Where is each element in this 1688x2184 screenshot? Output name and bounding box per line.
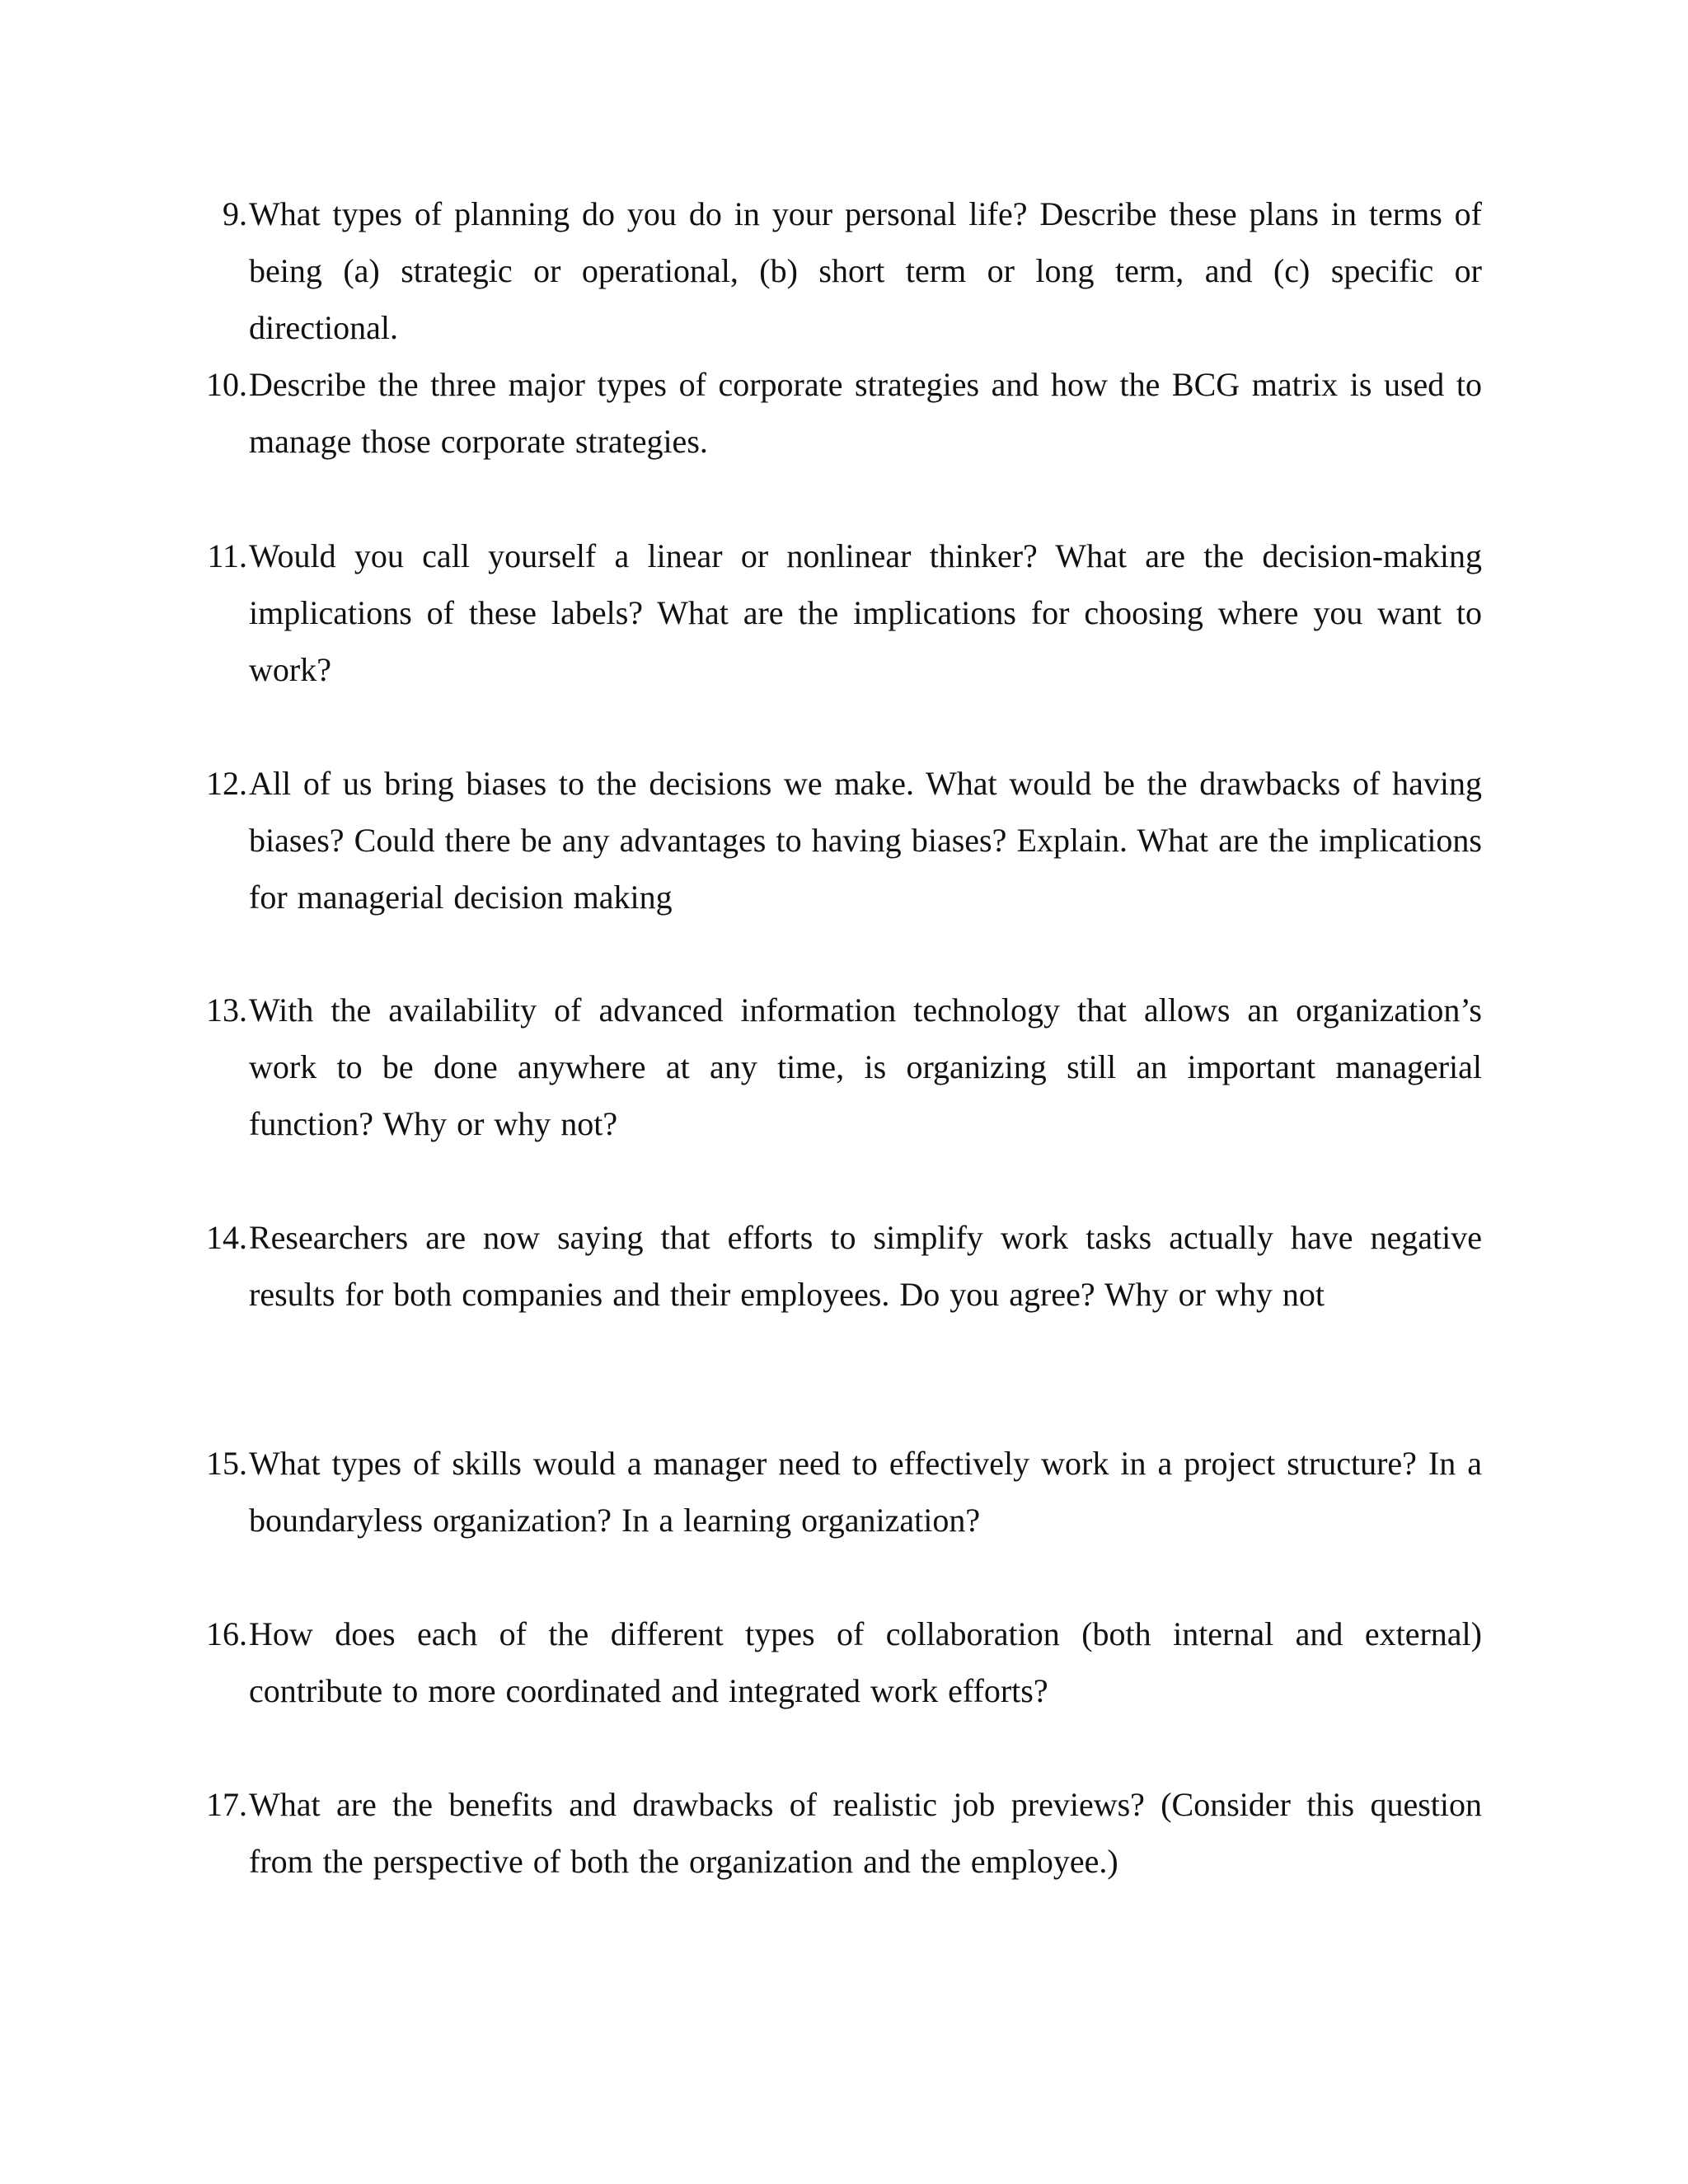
question-14: [190, 1209, 1482, 1323]
question-text: What types of planning do you do in your personal life? Describe these plans in terms of being (a) strategic or operational, (b) short term or long term, and (c) specific or directional.: [249, 195, 1482, 346]
question-number: 14.: [206, 1219, 247, 1256]
question-17: [190, 1776, 1482, 1890]
question-number: 10.: [206, 366, 247, 403]
question-text: Would you call yourself a linear or nonlinear thinker? What are the decision-making implications of these labels? What are the implications for choosing where you want to work?: [249, 537, 1482, 688]
question-number: 17.: [206, 1786, 247, 1823]
question-15: [190, 1435, 1482, 1549]
question-13: [190, 982, 1482, 1152]
question-12: [190, 755, 1482, 926]
question-text: What types of skills would a manager need to effectively work in a project structure? In a boundaryless organization? In a learning organization?: [249, 1445, 1482, 1539]
question-text: With the availability of advanced information technology that allows an organization’s work to be done anywhere at any time, is organizing still an important managerial function? Why or why not?: [249, 991, 1482, 1142]
question-number: 16.: [206, 1615, 247, 1652]
question-text: How does each of the different types of collaboration (both internal and external) contribute to more coordinated and integrated work efforts?: [249, 1615, 1482, 1709]
question-number: 13.: [206, 991, 247, 1029]
question-text: What are the benefits and drawbacks of realistic job previews? (Consider this question from the perspective of both the organization and the employee.): [249, 1786, 1482, 1880]
question-text: Describe the three major types of corporate strategies and how the BCG matrix is used to manage those corporate strategies.: [249, 366, 1482, 460]
question-number: 9.: [223, 195, 247, 232]
question-number: 12.: [206, 765, 247, 802]
question-text: All of us bring biases to the decisions we make. What would be the drawbacks of having biases? Could there be any advantages to having biases? Explain. What are the implications for managerial decision making: [249, 765, 1482, 916]
question-text: Researchers are now saying that efforts to simplify work tasks actually have negative results for both companies and their employees. Do you agree? Why or why not: [249, 1219, 1482, 1313]
question-number: 11.: [207, 537, 247, 574]
question-10: [190, 356, 1482, 470]
question-9: [190, 185, 1482, 356]
question-16: [190, 1605, 1482, 1719]
question-number: 15.: [206, 1445, 247, 1482]
question-11: [190, 527, 1482, 698]
